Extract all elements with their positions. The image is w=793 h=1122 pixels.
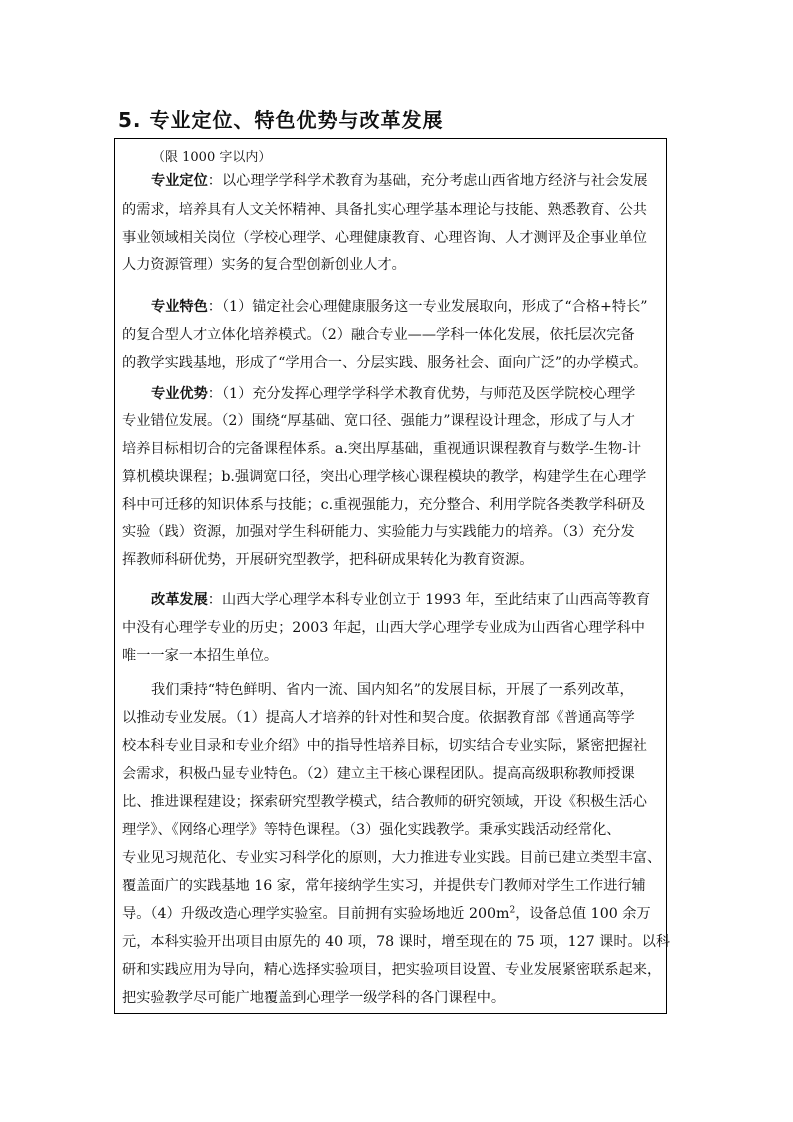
text-line: 培养目标相切合的完备课程体系。a.突出厚基础，重视通识课程教育与数学-生物-计 [122, 441, 642, 457]
text-line: 以推动专业发展。（1）提高人才培养的针对性和契合度。依据教育部《普通高等学 [122, 710, 635, 726]
text-line: 中没有心理学专业的历史；2003 年起，山西大学心理学专业成为山西省心理学科中 [122, 620, 645, 636]
text-line: 把实验教学尽可能广地覆盖到心理学一级学科的各门课程中。 [122, 990, 506, 1006]
paragraph-heading: 改革发展 [151, 592, 208, 608]
text-line: 元，本科实验开出项目由原先的 40 项，78 课时，增至现在的 75 项，127 课时。以科 [122, 934, 671, 950]
text-line: 科中可迁移的知识体系与技能；c.重视强能力，充分整合、利用学院各类教学科研及 [122, 497, 646, 513]
section-title: 5. 专业定位、特色优势与改革发展 [118, 108, 444, 132]
text-line: 改革发展：山西大学心理学本科专业创立于 1993 年，至此结束了山西高等教育 [151, 592, 651, 608]
text-line: 会需求，积极凸显专业特色。（2）建立主干核心课程团队。提高高级职称教师授课 [122, 766, 635, 782]
text-line: 专业定位：以心理学学科学术教育为基础，充分考虑山西省地方经济与社会发展 [151, 173, 648, 189]
text-line: 专业错位发展。（2）围绕“厚基础、宽口径、强能力”课程设计理念，形成了与人才 [122, 413, 635, 429]
text-line: 覆盖面广的实践基地 16 家，常年接纳学生实习，并提供专门教师对学生工作进行辅 [122, 878, 646, 894]
text-line: 我们秉持“特色鲜明、省内一流、国内知名”的发展目标，开展了一系列改革， [151, 682, 634, 698]
text-line: 专业优势：（1）充分发挥心理学学科学术教育优势，与师范及医学院校心理学 [151, 386, 636, 402]
paragraph-heading: 专业特色 [151, 299, 208, 315]
text-line: 实验（践）资源，加强对学生科研能力、实验能力与实践能力的培养。（3）充分发 [122, 524, 635, 540]
text-line: 专业见习规范化、专业实习科学化的原则，大力推进专业实践。目前已建立类型丰富、 [122, 850, 662, 866]
text-line: 导。（4）升级改造心理学实验室。目前拥有实验场地近 $200m^2$，设备总值 100 余万 [122, 905, 651, 922]
text-line: 挥教师科研优势，开展研究型教学，把科研成果转化为教育资源。 [122, 552, 534, 568]
text-line: 比、推进课程建设；探索研究型教学模式，结合教师的研究领域，开设《积极生活心 [122, 794, 647, 810]
text-line: 研和实践应用为导向，精心选择实验项目，把实验项目设置、专业发展紧密联系起来， [122, 962, 662, 978]
text-line: 唯一一家一本招生单位。 [122, 648, 279, 664]
superscript: 2 [509, 905, 516, 916]
text-line: 理学》、《网络心理学》等特色课程。（3）强化实践教学。秉承实践活动经常化、 [122, 822, 621, 838]
text-line: 校本科专业目录和专业介绍》中的指导性培养目标，切实结合专业实际，紧密把握社 [122, 738, 647, 754]
limit-note: （限 1000 字以内） [152, 150, 272, 165]
text-line: 算机模块课程；b.强调宽口径，突出心理学核心课程模块的教学，构建学生在心理学 [122, 469, 647, 485]
text-line: 的需求，培养具有人文关怀精神、具备扎实心理学基本理论与技能、熟悉教育、公共 [122, 202, 647, 218]
paragraph-heading: 专业定位 [151, 173, 208, 189]
text-line: 的复合型人才立体化培养模式。（2）融合专业——学科一体化发展，依托层次完备 [122, 327, 635, 343]
text-line: 的教学实践基地，形成了“学用合一、分层实践、服务社会、面向广泛”的办学模式。 [122, 355, 648, 371]
text-line: 事业领域相关岗位（学校心理学、心理健康教育、心理咨询、人才测评及企事业单位 [122, 230, 647, 246]
text-line: 专业特色：（1）锚定社会心理健康服务这一专业发展取向，形成了“合格+特长” [151, 299, 648, 315]
text-line: 人力资源管理）实务的复合型创新创业人才。 [122, 257, 406, 273]
paragraph-heading: 专业优势 [151, 386, 208, 402]
